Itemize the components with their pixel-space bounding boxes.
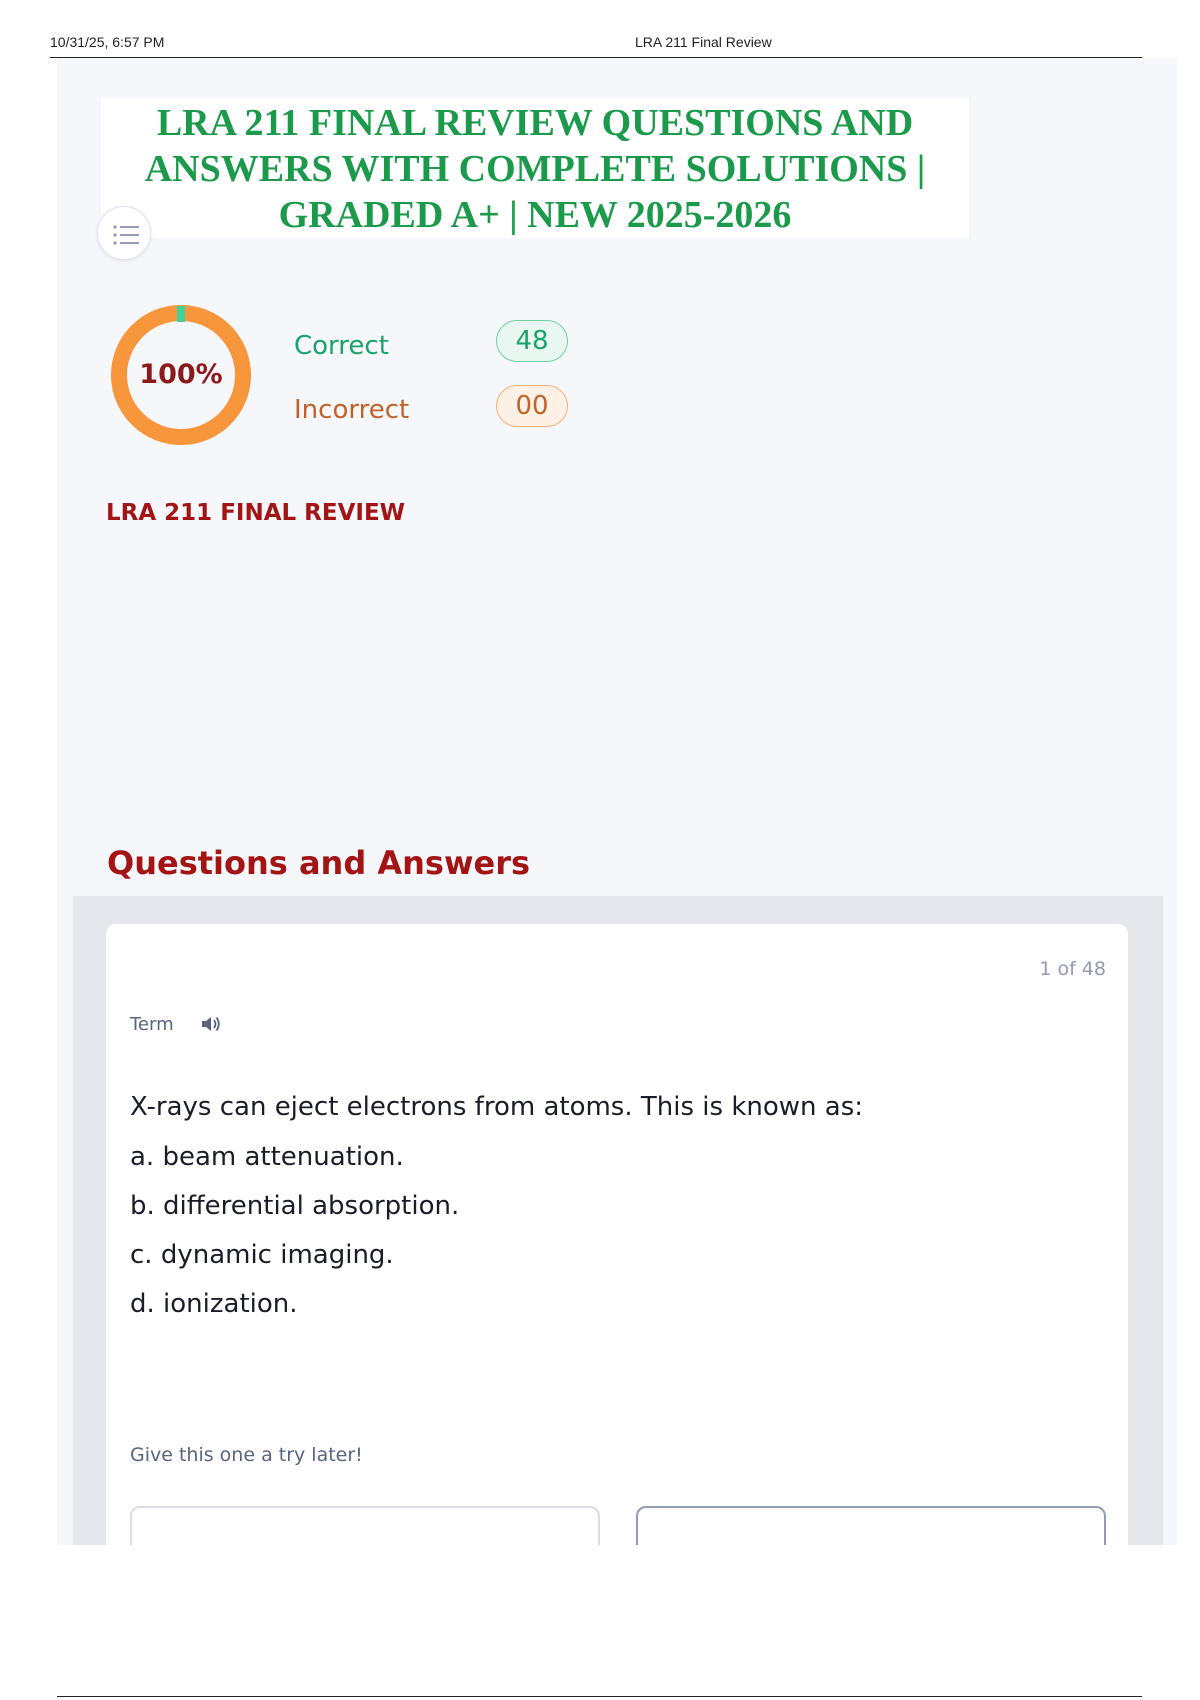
question-text: X-rays can eject electrons from atoms. This is known as: — [130, 1092, 864, 1122]
flashcard-area — [73, 896, 1163, 1545]
flashcard — [106, 924, 1128, 1545]
questions-heading: Questions and Answers — [107, 844, 531, 882]
speaker-icon[interactable] — [200, 1014, 222, 1034]
list-icon — [112, 223, 140, 247]
table-of-contents-button[interactable] — [97, 206, 151, 260]
set-title: LRA 211 FINAL REVIEW — [106, 500, 406, 526]
document-title — [101, 98, 969, 238]
print-datetime: 10/31/25, 6:57 PM — [50, 34, 165, 50]
answer-options — [130, 1142, 459, 1338]
answer-choice-2[interactable] — [636, 1506, 1106, 1545]
incorrect-label: Incorrect — [294, 395, 410, 425]
card-counter: 1 of 48 — [1039, 958, 1106, 980]
print-footer-rule — [57, 1696, 1142, 1697]
option-d: d. ionization. — [130, 1289, 298, 1319]
page-content — [57, 58, 1177, 1545]
answer-choice-1[interactable] — [130, 1506, 600, 1545]
option-b: b. differential absorption. — [130, 1191, 460, 1221]
correct-label: Correct — [294, 331, 389, 361]
option-c: c. dynamic imaging. — [130, 1240, 394, 1270]
correct-count-badge: 48 — [496, 320, 568, 362]
progress-percent: 100% — [139, 359, 223, 390]
document-title-line-1: LRA 211 FINAL REVIEW QUESTIONS AND — [156, 102, 914, 144]
incorrect-count-badge: 00 — [496, 385, 568, 427]
hint-text: Give this one a try later! — [130, 1444, 363, 1466]
print-page-title: LRA 211 Final Review — [635, 34, 772, 50]
term-label: Term — [130, 1014, 174, 1035]
document-title-line-3: GRADED A+ | NEW 2025-2026 — [278, 194, 792, 236]
option-a: a. beam attenuation. — [130, 1142, 404, 1172]
document-title-line-2: ANSWERS WITH COMPLETE SOLUTIONS | — [144, 148, 926, 190]
print-header — [50, 34, 1142, 58]
